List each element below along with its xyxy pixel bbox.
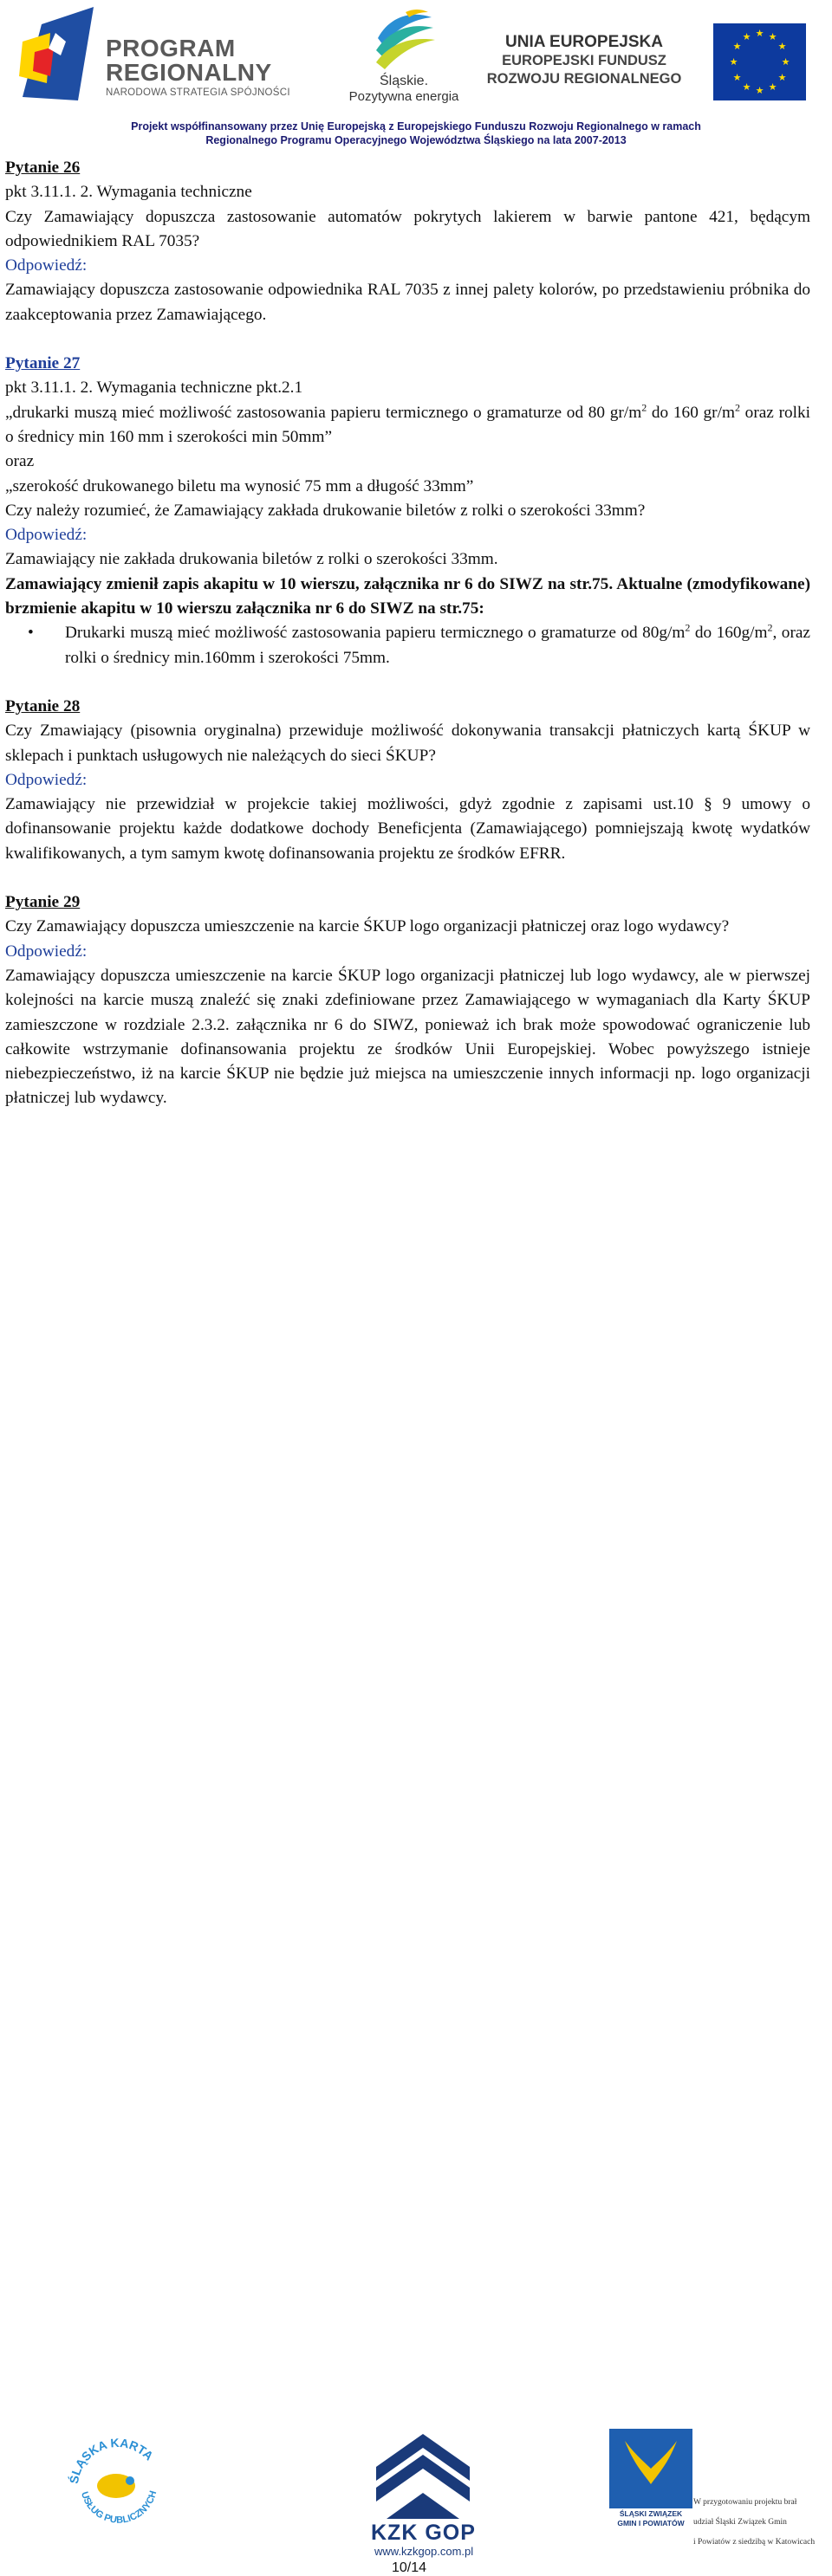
rozwoju-line: ROZWOJU REGIONALNEGO [486, 71, 682, 87]
unia-europejska-text [485, 33, 683, 88]
regionalny-line: REGIONALNY [106, 59, 272, 86]
program-regionalny-logo-icon [16, 7, 102, 102]
q28-heading: Pytanie 28 [5, 696, 81, 715]
q27-bullet-sup2: 2 [767, 621, 773, 634]
slaskie-logo-icon [371, 7, 440, 73]
q29-answer: Zamawiający dopuszcza umieszczenie na karcie ŚKUP logo organizacji płatniczej lub logo wydawcy, ale w pierwszej kolejności na karcie muszą znaleźć się znaki zdefiniowane przez Zamawiającego w wymaganiach dla Karty ŚKUP zamieszczone w rozdziale 2.3.2. załącznika nr 6 do SIWZ, ponieważ ich brak może spowodować ograniczenie lub całkowite wstrzymanie dofinansowania projektu ze środków Unii Europejskiej. Wobec powyższego istnieje niebezpieczeństwo, iż na karcie ŚKUP nie będzie już miejsca na umieszczenie innych informacji np. logo organizacji płatniczej lub wydawcy. [5, 966, 810, 1108]
zwiazek-logo-icon [609, 2429, 692, 2508]
svg-text:ŚLĄSKA KARTA: ŚLĄSKA KARTA [66, 2435, 157, 2485]
q27-change-note: Zamawiający zmienił zapis akapitu w 10 wierszu, załącznika nr 6 do SIWZ na str.75. Aktualne (zmodyfikowane) brzmienie akapitu w 10 wierszu załącznika nr 6 do SIWZ na str.75: [5, 574, 810, 618]
zwiazek-label-line2: GMIN I POWIATÓW [617, 2519, 685, 2527]
q26-heading: Pytanie 26 [5, 159, 81, 177]
svg-text:USŁUG PUBLICZNYCH: USŁUG PUBLICZNYCH [78, 2489, 159, 2526]
svg-text:★: ★ [768, 81, 777, 93]
q28-answer-label: Odpowiedź: [5, 770, 88, 789]
svg-text:★: ★ [742, 81, 751, 93]
zwiazek-note-line2: udział Śląski Związek Gmin [693, 2518, 787, 2527]
kzk-gop-logo-icon [369, 2434, 477, 2519]
q26-answer: Zamawiający dopuszcza zastosowanie odpowiednika RAL 7035 z innej palety kolorów, po przedstawieniu próbnika do zaakceptowania przez Zamawiającego. [5, 281, 810, 324]
spacer [5, 866, 810, 890]
q27-quote1-sup1: 2 [641, 401, 647, 414]
zwiazek-note [693, 2493, 815, 2553]
slaskie-text [343, 73, 465, 105]
page-header [0, 0, 832, 156]
q27-quote1-c: oraz rolki o średnicy min 160 mm i szerokości min 50mm” [5, 403, 810, 446]
svg-text:★: ★ [781, 56, 790, 68]
spacer [5, 670, 810, 695]
document-body [5, 156, 810, 1111]
bullet-icon: • [28, 624, 34, 643]
page-number: 10/14 [392, 2560, 427, 2575]
zwiazek-label-line1: ŚLĄSKI ZWIĄZEK [619, 2509, 683, 2518]
project-note-line2: Regionalnego Programu Operacyjnego Województwa Śląskiego na lata 2007-2013 [205, 134, 627, 146]
q27-ref: pkt 3.11.1. 2. Wymagania techniczne pkt.2.1 [5, 379, 303, 398]
q27-quote1-b: do 160 gr/m [647, 403, 735, 422]
svg-text:★: ★ [732, 72, 742, 83]
q27-answer-label: Odpowiedź: [5, 526, 88, 545]
zwiazek-note-line1: W przygotowaniu projektu brał [693, 2498, 797, 2507]
program-regionalny-text [106, 36, 290, 100]
q27-quote1-sup2: 2 [734, 401, 740, 414]
svg-text:★: ★ [732, 41, 742, 52]
fundusz-line: EUROPEJSKI FUNDUSZ [502, 53, 666, 68]
svg-text:★: ★ [742, 31, 751, 42]
q27-question: Czy należy rozumieć, że Zamawiający zakłada drukowanie biletów z rolki o szerokości 33mm? [5, 501, 646, 520]
q26-question: Czy Zamawiający dopuszcza zastosowanie automatów pokrytych lakierem w barwie pantone 421, będącym odpowiednikiem RAL 7035? [5, 207, 810, 250]
q27-bullet-item [5, 621, 810, 670]
q27-bullet-a: Drukarki muszą mieć możliwość zastosowania papieru termicznego o gramaturze od 80g/m [65, 624, 686, 643]
q29-answer-label: Odpowiedź: [5, 942, 88, 961]
project-cofinancing-note [87, 120, 745, 147]
q29-heading: Pytanie 29 [5, 893, 81, 912]
eu-flag-icon [713, 23, 806, 100]
svg-text:★: ★ [729, 56, 738, 68]
kzk-gop-url: www.kzkgop.com.pl [374, 2545, 474, 2558]
q27-heading: Pytanie 27 [5, 354, 81, 373]
svg-text:★: ★ [755, 85, 764, 96]
skup-logo-icon [61, 2424, 173, 2536]
q27-quote1-a: „drukarki muszą mieć możliwość zastosowania papieru termicznego o gramaturze od 80 gr/m [5, 403, 642, 422]
q27-quote1 [5, 401, 810, 450]
q28-answer: Zamawiający nie przewidział w projekcie takiej możliwości, gdyż zgodnie z zapisami ust.10 § 9 umowy o dofinansowanie projektu każde dodatkowe dochody Beneficjenta (Zamawiającego) pomniejszają kwotę wydatków kwalifikowanych, a tym samym kwotę dofinansowania projektu ze środków EFRR. [5, 795, 810, 863]
q26-ref: pkt 3.11.1. 2. Wymagania techniczne [5, 183, 252, 202]
q27-bullet-sup1: 2 [685, 621, 691, 634]
page-footer [0, 1213, 832, 2575]
pozytywna-energia-line: Pozytywna energia [348, 89, 459, 104]
spacer [5, 327, 810, 352]
svg-text:★: ★ [755, 28, 764, 39]
strategia-line: NARODOWA STRATEGIA SPÓJNOŚCI [106, 87, 290, 98]
q27-bullet-b: do 160g/m [690, 624, 768, 643]
slaskie-line: Śląskie. [379, 74, 429, 88]
kzk-gop-name: KZK GOP [371, 2521, 476, 2545]
svg-text:★: ★ [768, 31, 777, 42]
program-line: PROGRAM [106, 35, 236, 61]
zwiazek-label [609, 2509, 692, 2528]
q27-bullet-c: , oraz rolki o średnicy min.160mm i szerokości 75mm. [65, 624, 810, 667]
q27-answer: Zamawiający nie zakłada drukowania biletów z rolki o szerokości 33mm. [5, 550, 498, 569]
q27-quote2: „szerokość drukowanego biletu ma wynosić 75 mm a długość 33mm” [5, 476, 474, 495]
project-note-line1: Projekt współfinansowany przez Unię Europejską z Europejskiego Funduszu Rozwoju Regionalnego w ramach [131, 120, 701, 133]
zwiazek-note-line3: i Powiatów z siedzibą w Katowicach [693, 2538, 816, 2547]
svg-text:★: ★ [777, 41, 787, 52]
svg-text:★: ★ [777, 72, 787, 83]
unia-line: UNIA EUROPEJSKA [505, 33, 663, 51]
q26-answer-label: Odpowiedź: [5, 256, 88, 275]
q28-question: Czy Zmawiający (pisownia oryginalna) przewiduje możliwość dokonywania transakcji płatniczych kartą ŚKUP w sklepach i punktach usługowych nie należących do sieci ŚKUP? [5, 722, 810, 765]
q27-oraz: oraz [5, 452, 35, 471]
q29-question: Czy Zamawiający dopuszcza umieszczenie na karcie ŚKUP logo organizacji płatniczej oraz logo wydawcy? [5, 917, 730, 936]
